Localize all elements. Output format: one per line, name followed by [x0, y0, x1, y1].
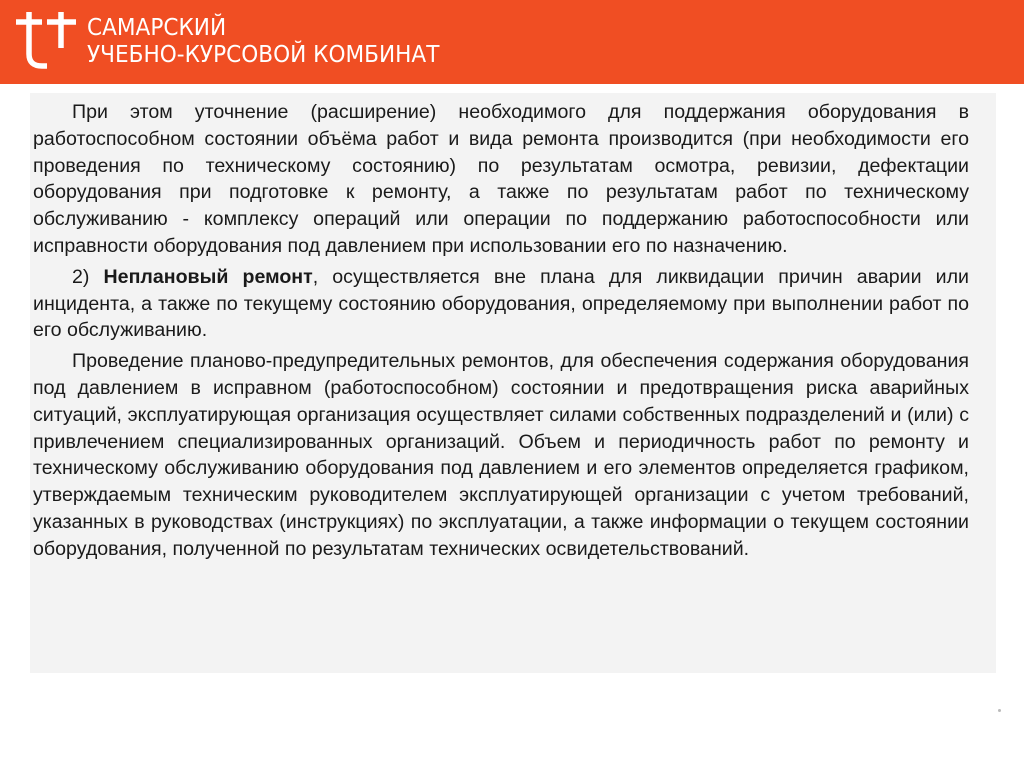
- paragraph-2: [33, 264, 969, 344]
- header-bar: [0, 0, 1024, 84]
- paragraph-3: Проведение планово-предупредительных ремонтов, для обеспечения содержания оборудования под давлением в исправном (работоспособном) состоянии и предотвращения риска аварийных ситуаций, эксплуатирующая организация осуществляет силами собственных подразделений и (или) с привлечением специализированных организаций. Объем и периодичность работ по ремонту и техническому обслуживанию оборудования под давлением и его элементов определяется графиком, утверждаемым техническим руководителем эксплуатирующей организации с учетом требований, указанных в руководствах (инструкциях) по эксплуатации, а также информации о текущем состоянии оборудования, полученной по результатам технических освидетельствований.: [33, 350, 969, 560]
- paragraph-2-term: Неплановый ремонт: [103, 265, 313, 288]
- paragraph-2-prefix: 2): [72, 265, 104, 288]
- paragraph-2-text: , осуществляется вне плана для ликвидации причин аварии или инцидента, а также по текущему состоянию оборудования, определяемому при выполнении работ по его обслуживанию.: [33, 265, 969, 342]
- decorative-dot: [998, 709, 1001, 712]
- brand-name: [87, 14, 470, 68]
- brand-line-1: САМАРСКИЙ: [87, 13, 227, 41]
- paragraph-1: При этом уточнение (расширение) необходимого для поддержания оборудования в работоспособном состоянии объёма работ и вида ремонта производится (при необходимости его проведения по техническому состоянию) по результатам осмотра, ревизии, дефектации оборудования при подготовке к ремонту, а также по результатам работ по техническому обслуживанию - комплексу операций или операции по поддержанию работоспособности или исправности оборудования под давлением при использовании его по назначению.: [33, 101, 969, 257]
- brand-line-2: УЧЕБНО-КУРСОВОЙ КОМБИНАТ: [87, 40, 440, 68]
- content-panel: [30, 93, 996, 673]
- tt-logo-icon: [14, 8, 78, 76]
